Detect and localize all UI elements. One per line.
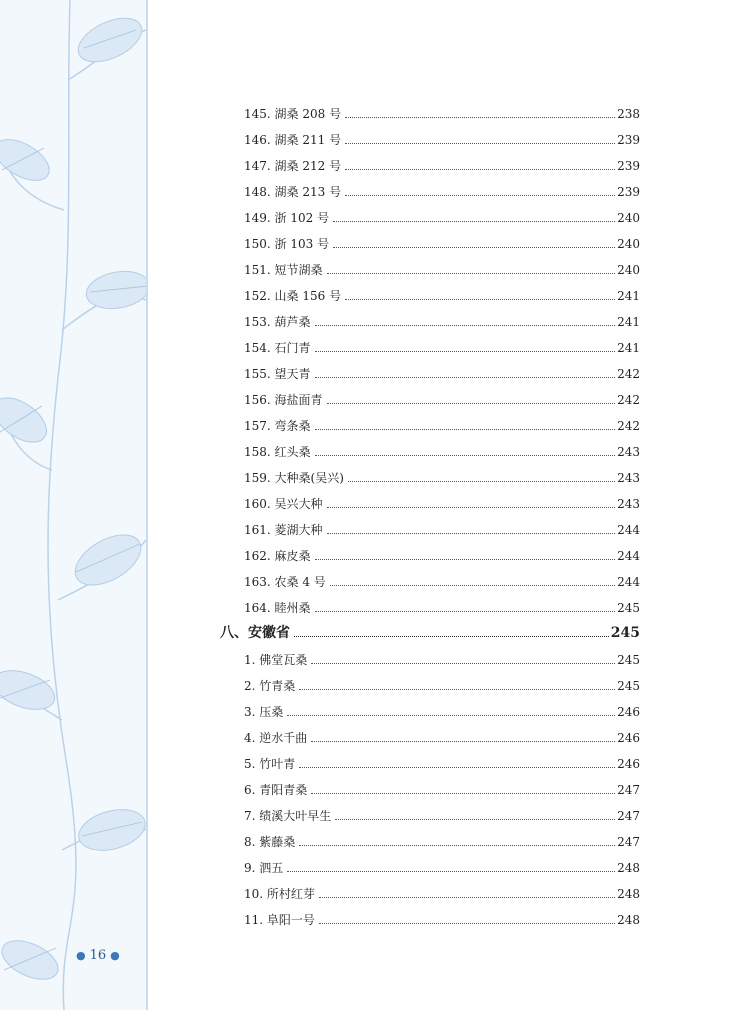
dot-leader xyxy=(315,324,616,326)
dot-leader xyxy=(294,635,609,637)
dot-leader xyxy=(345,142,615,144)
dot-leader xyxy=(348,480,615,482)
dot-leader xyxy=(315,558,616,560)
toc-entry[interactable]: 156. 海盐面青 242 xyxy=(244,393,640,407)
dot-leader xyxy=(299,844,615,846)
dot-leader xyxy=(319,922,615,924)
toc-entry[interactable]: 9. 泗五 248 xyxy=(244,861,640,875)
dot-leader xyxy=(287,870,615,872)
toc-entry[interactable]: 1. 佛堂瓦桑 245 xyxy=(244,653,640,667)
dot-leader xyxy=(345,116,615,118)
toc-entry[interactable]: 155. 望天青 242 xyxy=(244,367,640,381)
toc-entry[interactable]: 6. 青阳青桑 247 xyxy=(244,783,640,797)
dot-leader xyxy=(327,532,616,534)
page-number: ● 16 ● xyxy=(76,948,120,963)
toc-entry[interactable]: 160. 吴兴大种 243 xyxy=(244,497,640,511)
dot-leader xyxy=(345,194,615,196)
toc-entry[interactable]: 152. 山桑 156 号 241 xyxy=(244,289,640,303)
toc-entry[interactable]: 8. 紫藤桑 247 xyxy=(244,835,640,849)
dot-leader xyxy=(299,766,615,768)
dot-leader xyxy=(333,220,615,222)
toc-entry[interactable]: 153. 葫芦桑 241 xyxy=(244,315,640,329)
dot-leader xyxy=(299,688,615,690)
dot-leader xyxy=(345,168,615,170)
dot-leader xyxy=(315,428,616,430)
toc-entry[interactable]: 158. 红头桑 243 xyxy=(244,445,640,459)
dot-leader xyxy=(327,402,616,404)
toc-entry[interactable]: 11. 阜阳一号 248 xyxy=(244,913,640,927)
toc-entry[interactable]: 161. 菱湖大种 244 xyxy=(244,523,640,537)
toc-entry[interactable]: 7. 绩溪大叶早生 247 xyxy=(244,809,640,823)
toc-entry[interactable]: 162. 麻皮桑 244 xyxy=(244,549,640,563)
dot-leader xyxy=(319,896,615,898)
toc-entry[interactable]: 149. 浙 102 号 240 xyxy=(244,211,640,225)
dot-leader xyxy=(315,376,616,378)
dot-leader xyxy=(315,454,616,456)
dot-leader xyxy=(327,272,616,274)
toc-section-heading[interactable]: 八、安徽省 245 xyxy=(220,625,640,641)
toc-entry[interactable]: 150. 浙 103 号 240 xyxy=(244,237,640,251)
toc-entry[interactable]: 4. 逆水千曲 246 xyxy=(244,731,640,745)
bullet-icon: ● xyxy=(110,949,120,962)
dot-leader xyxy=(333,246,615,248)
dot-leader xyxy=(287,714,615,716)
bullet-icon: ● xyxy=(76,949,86,962)
toc-entry[interactable]: 157. 弯条桑 242 xyxy=(244,419,640,433)
toc-entry[interactable]: 151. 短节湖桑 240 xyxy=(244,263,640,277)
dot-leader xyxy=(311,792,615,794)
toc-entry[interactable]: 145. 湖桑 208 号 238 xyxy=(244,107,640,121)
toc-entry[interactable]: 154. 石门青 241 xyxy=(244,341,640,355)
toc-entry[interactable]: 148. 湖桑 213 号 239 xyxy=(244,185,640,199)
toc-entry[interactable]: 5. 竹叶青 246 xyxy=(244,757,640,771)
dot-leader xyxy=(315,350,616,352)
dot-leader xyxy=(327,506,616,508)
toc-entry[interactable]: 159. 大种桑(吴兴) 243 xyxy=(244,471,640,485)
dot-leader xyxy=(330,584,615,586)
toc-entry[interactable]: 3. 压桑 246 xyxy=(244,705,640,719)
toc-entry[interactable]: 147. 湖桑 212 号 239 xyxy=(244,159,640,173)
dot-leader xyxy=(335,818,615,820)
dot-leader xyxy=(311,740,615,742)
toc-entry[interactable]: 10. 所村红芽 248 xyxy=(244,887,640,901)
toc-entry[interactable]: 146. 湖桑 211 号 239 xyxy=(244,133,640,147)
dot-leader xyxy=(345,298,615,300)
toc-entry[interactable]: 164. 睦州桑 245 xyxy=(244,601,640,615)
toc-entry[interactable]: 163. 农桑 4 号 244 xyxy=(244,575,640,589)
dot-leader xyxy=(311,662,615,664)
dot-leader xyxy=(315,610,616,612)
toc-entry[interactable]: 2. 竹青桑 245 xyxy=(244,679,640,693)
